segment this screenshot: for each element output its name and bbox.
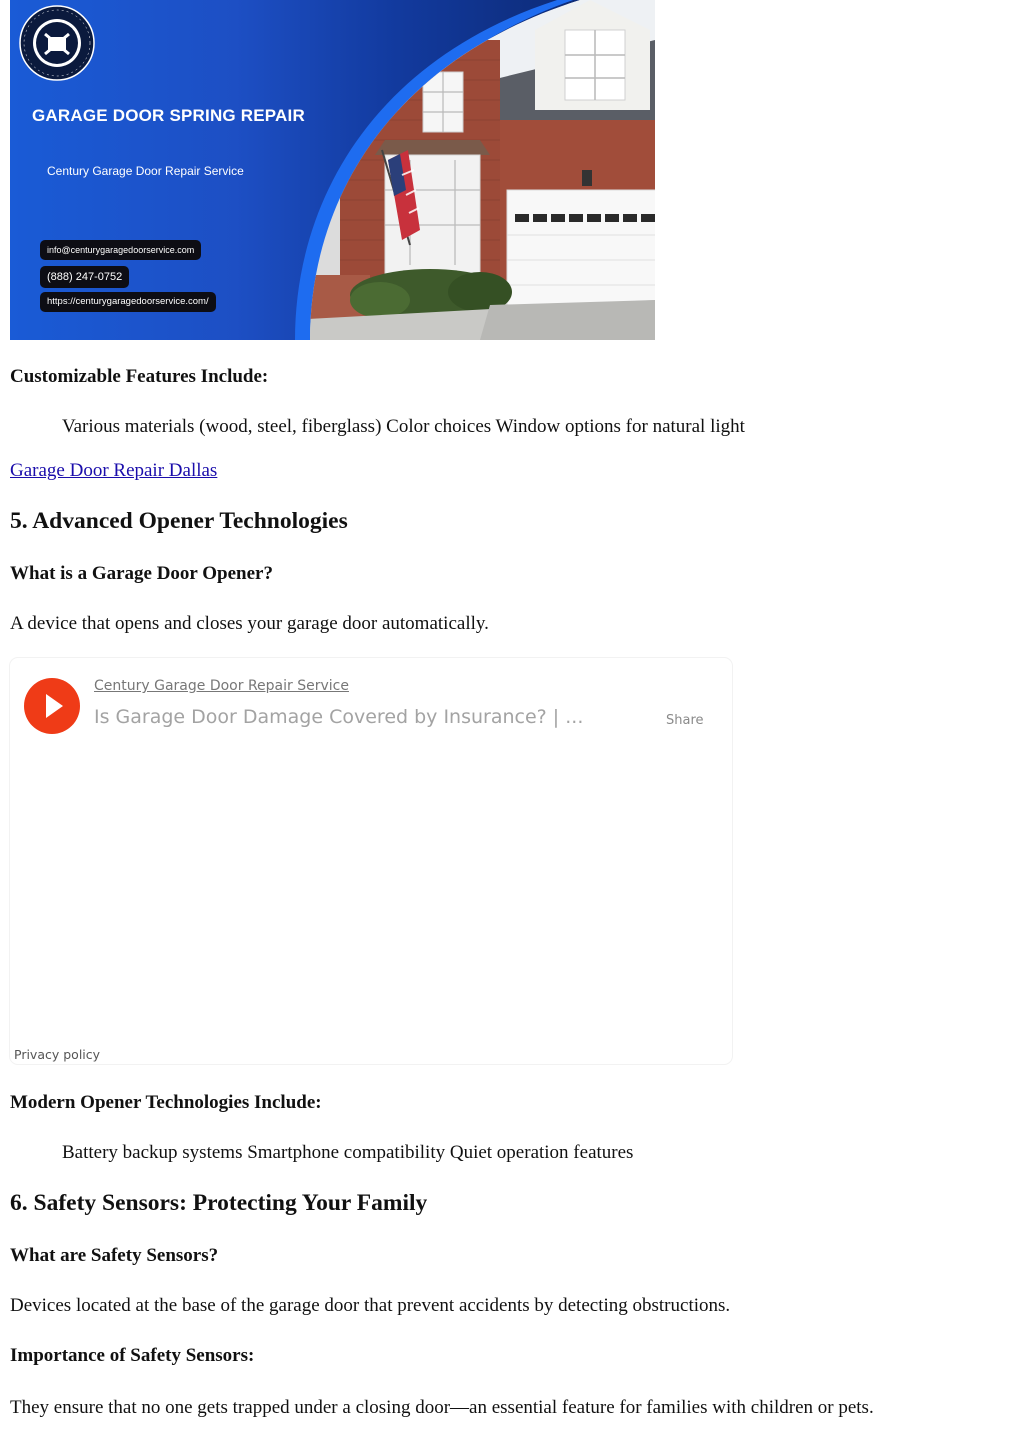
customizable-heading: Customizable Features Include: [10, 366, 269, 387]
banner-phone: (888) 247-0752 [40, 266, 129, 288]
privacy-policy-link[interactable]: Privacy policy [14, 1047, 101, 1062]
safety-question: What are Safety Sensors? [10, 1245, 219, 1266]
banner-url: https://centurygaragedoorservice.com/ [40, 292, 216, 312]
opener-question: What is a Garage Door Opener? [10, 563, 273, 584]
play-button[interactable] [24, 678, 80, 734]
garage-door-repair-dallas-link[interactable]: Garage Door Repair Dallas [10, 460, 218, 481]
share-button[interactable]: Share [666, 713, 704, 728]
modern-list: Battery backup systems Smartphone compatibility Quiet operation features [62, 1142, 634, 1163]
modern-heading: Modern Opener Technologies Include: [10, 1092, 322, 1113]
embed-channel-link[interactable]: Century Garage Door Repair Service [94, 678, 349, 694]
safety-answer: Devices located at the base of the garage door that prevent accidents by detecting obstructions. [10, 1295, 731, 1316]
safety-importance-text: They ensure that no one gets trapped under a closing door—an essential feature for families with children or pets. [10, 1397, 874, 1418]
safety-section-heading: 6. Safety Sensors: Protecting Your Family [10, 1190, 428, 1216]
opener-answer: A device that opens and closes your garage door automatically. [10, 613, 489, 634]
banner-subtitle: Century Garage Door Repair Service [47, 164, 244, 178]
company-logo [18, 4, 96, 82]
embed-episode-title[interactable]: Is Garage Door Damage Covered by Insurance? | ... [94, 706, 584, 728]
audio-embed-player [10, 658, 732, 1064]
customizable-list: Various materials (wood, steel, fiberglass) Color choices Window options for natural light [62, 416, 745, 437]
safety-importance-heading: Importance of Safety Sensors: [10, 1345, 255, 1366]
banner-email: info@centurygaragedoorservice.com [40, 240, 201, 260]
banner-title: GARAGE DOOR SPRING REPAIR [32, 106, 305, 125]
opener-section-heading: 5. Advanced Opener Technologies [10, 508, 348, 534]
hero-banner-image [10, 0, 655, 340]
